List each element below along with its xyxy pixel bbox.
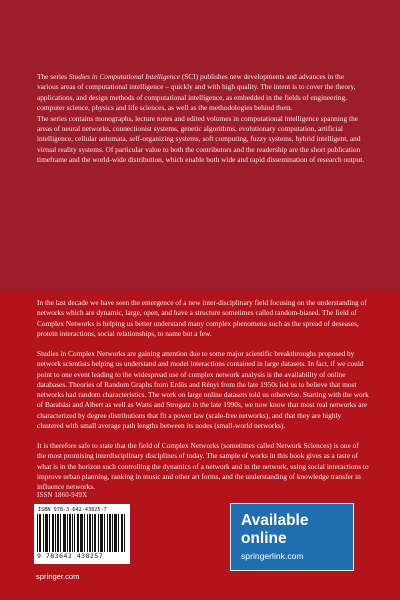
barcode-bar [57,514,58,552]
barcode-bar [70,514,71,552]
barcode-bar [43,514,44,552]
barcode-bar [100,514,101,552]
barcode-bar [116,514,117,552]
book-paragraph-1: In the last decade we have seen the emergence of a new inter-disciplinary field focusing on the understanding of networks which are dynamic, large, open, and have a structure sometimes called random-biased. The field of Complex Networks is helping us better understand many complex phenomena such as the spread of deseases, protein interactions, social relationships, to name but a few. [37,298,367,338]
barcode-bar [95,514,96,552]
barcode-bar [67,514,68,552]
barcode-bar [98,514,99,552]
barcode-bar [122,514,123,552]
barcode-bar [118,514,119,552]
barcode-bar [40,514,41,552]
barcode-bar [52,514,53,552]
barcode-digits: 9 783642 438257 [37,552,104,560]
available-online-badge[interactable] [230,503,354,571]
barcode-bar [55,514,56,552]
barcode-bar [63,514,64,552]
barcode-bar [109,514,110,552]
barcode-bar [121,514,122,552]
barcode-bar [94,514,95,552]
barcode-bar [49,514,50,552]
barcode-bar [64,514,65,552]
barcode-bar [81,514,82,552]
barcode-bar [39,514,40,552]
barcode-bars-icon [37,514,127,552]
isbn-barcode [34,504,130,564]
series-description [37,72,367,166]
barcode-bar [84,514,85,552]
barcode-bar [60,514,61,552]
barcode-bar [37,514,38,552]
barcode-bar [53,514,54,552]
issn-label: ISSN 1860-949X [37,492,88,499]
barcode-bar [65,514,66,552]
barcode-bar [47,514,48,552]
barcode-bar [69,514,70,552]
online-label: online [241,530,287,547]
barcode-bar [124,514,125,552]
available-label: Available [241,512,309,529]
barcode-bar [104,514,105,552]
barcode-bar [90,514,91,552]
barcode-bar [82,514,83,552]
book-paragraph-2: Studies in Complex Networks are gaining attention due to some major scientific breakthroughs proposed by network scientists helping us understand and model interactions contained in large datasets. In fact, if we could point to one event leading to the widespread use of complex network analysis is the availability of online databases. Theories of Random Graphs from Erdös and Rényi from the late 1950s led us to believe that most networks had random characteristics. The work on large online datasets told us otherwise. Starting with the work of Barabási and Albert as well as Watts and Strogatz in the late 1990s, we now know that most real networks are characterized by degree distributions that fit a power law (scale-free networks), and that they are highly clustered with small average path lengths between its nodes (small-world networks). [37,349,369,430]
series-paragraph-2: The series contains monographs, lecture notes and edited volumes in computational intelligence spanning the areas of neural networks, connectionist systems, genetic algorithms, evolutionary computation, artificial intelligence, cellular automata, self-organizing systems, soft computing, fuzzy systems, hybrid intelligent, and virtual reality systems. Of particular value to both the contributors and the readership are the short publication timeframe and the world-wide distribution, which enable both wide and rapid dissemination of research output. [37,113,365,165]
barcode-bar [110,514,111,552]
barcode-bar [112,514,113,552]
barcode-bar [80,514,81,552]
barcode-bar [89,514,90,552]
barcode-bar [72,514,73,552]
barcode-bar [46,514,47,552]
springerlink-url[interactable]: springerlink.com [241,551,304,561]
book-paragraph-3: It is therefore safe to state that the field of Complex Networks (sometimes called Network Sciences) is one of the most promising interdisciplinary disciplines of today. The sample of works in this book gives as a taste of what is in the horizon such controlling the dynamics of a network and in the network, using social interactions to improve urban planning, ranking in music and other art forms, and the understanding of knowledge transfer in influence networks. [37,441,369,491]
series-title: Studies in Computational Intelligence [68,72,180,81]
barcode-bar [45,514,46,552]
barcode-bar [107,514,108,552]
publisher-url[interactable]: springer.com [36,572,80,581]
barcode-bar [102,514,103,552]
barcode-bar [87,514,88,552]
barcode-bar [114,514,115,552]
barcode-bar [58,514,59,552]
barcode-bar [101,514,102,552]
barcode-bar [92,514,93,552]
isbn-label: ISBN 978-3-642-43825-7 [38,507,107,513]
book-description [37,298,369,502]
barcode-bar [78,514,79,552]
barcode-bar [77,514,78,552]
barcode-bar [74,514,75,552]
barcode-bar [115,514,116,552]
series-paragraph-1: The series Studies in Computational Intelligence (SCI) publishes new developments and advances in the various areas of computational intelligence – quickly and with high quality. The intent is to cover the theory, applications, and design methods of computational intelligence, as embedded in the fields of engineering, computer science, physics and life sciences, as well as the methodologies behind them. [37,72,356,113]
